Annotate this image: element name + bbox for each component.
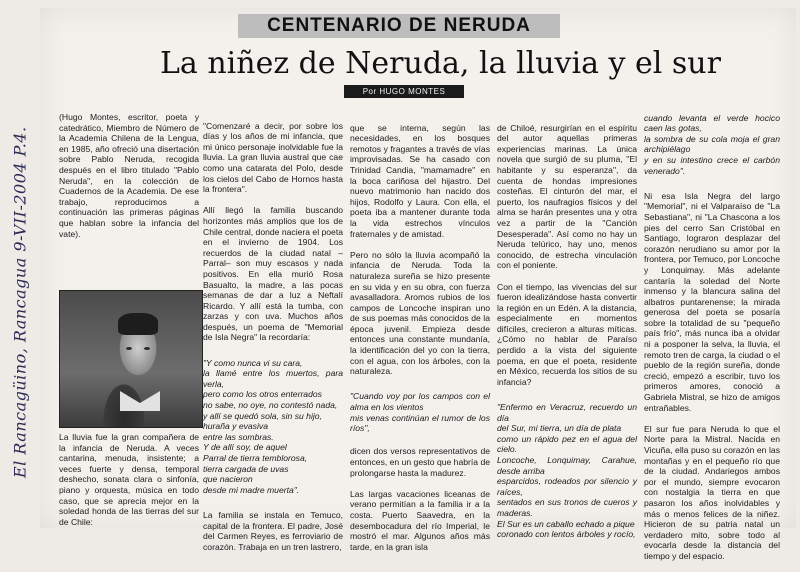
section-title: CENTENARIO DE NERUDA	[267, 15, 531, 36]
column-2-poem: "Y como nunca vi su cara, la llamé entre los muertos, para verla, pero como los otros enterrados no sabe, no oye, no contestó nada, y allí se quedó sola, sin su hijo, huraña y evasiva entre las sombras. Y de allí soy, de aquel Parral de tierra temblorosa, tierra cargada de uvas que nacieron desde mi madre muerta".	[203, 357, 343, 495]
section-banner	[238, 14, 560, 38]
column-4-poem: "Enfermo en Veracruz, recuerdo un día del Sur, mi tierra, un día de plata como un rápido pez en el agua del cielo. Loncoche, Lonquimay, Carahue, desde arriba esparcidos, rodeados por silencio y raíces, sentados en sus tronos de cueros y maderas. El Sur es un caballo echado a pique coronado con lentos árboles y rocío,	[497, 402, 637, 540]
column-2-body-b: La familia se instala en Temuco, capital de la frontera. El padre, José del Carmen Reyes, es ferroviario de corazón. Trabaja en un tren lastrero,	[203, 509, 343, 552]
column-5-poem: cuando levanta el verde hocico caen las gotas, la sombra de su cola moja el gran archipiélago y en su intestino crece el carbón venerado".	[644, 112, 780, 176]
column-1-body: La lluvia fue la gran compañera de la infancia de Neruda. A veces cantarina, menuda, insistente; a veces fuerte y densa, temporal deshecho, sonata clara o sinfonía, piano y orquesta, música en todo caso, que se aprecia mejor en la soledad honda de las tierras del sur de Chile:	[59, 432, 199, 527]
column-2-body-a: "Comenzaré a decir, por sobre los días y los años de mi infancia, que mi único personaje inolvidable fue la lluvia. La gran lluvia austral que cae como una catarata del Polo, desde los cielos del Cabo de Hornos hasta la frontera". Allí llegó la familia buscando horizontes más amplios que los de Chile central, donde naciera el poeta en el invierno de 1904. Los recuerdos de la ciudad natal –Parral– son muy escasos y nada positivos. En ella murió Rosa Basualto, la madre, a las pocas semanas de dar a luz a Neftalí Ricardo. Y allí está la tumba, con zarzas y con uva. Muchos años después, un poema de "Memorial de Isla Negra" la recordaría:	[203, 120, 343, 343]
column-3-poem: "Cuando voy por los campos con el alma en los vientos mis venas continúan el rumor de los ríos",	[350, 391, 490, 434]
handwritten-margin-note: El Rancagüino, Rancagua 9-VII-2004 P.4.	[10, 126, 30, 478]
photo-collar	[120, 391, 160, 411]
column-3-body-a: que se interna, según las necesidades, en los bosques remotos y fragantes a través de vías improvisadas. Se ha casado con Trinidad Candia, "mamamadre" en la boca cariñosa del hijastro. Del nuevo matrimonio han nacido dos hijos, Rodolfo y Laura. Con ella, el poeta iba a mantener durante toda la vida estrechos vínculos fraternales y de amistad. Pero no sólo la lluvia acompañó la infancia de Neruda. Toda la naturaleza sureña se hizo presente en su vida y en su obra, con fuerza avasalladora. Aromos rubios de los campos de Loncoche inspiran uno de sus poemas más conocidos de la época juvenil. Empieza desde entonces una constante mundanía, la identificación del yo con la tierra, con el agua, con los árboles, con la naturaleza.	[350, 122, 490, 377]
column-3-body-b: dicen dos versos representativos de entonces, en un gesto que habría de prolongarse hasta la madurez. Las largas vacaciones liceanas de verano permitían a la familia ir a la costa. Puerto Saavedra, en la desembocadura del río Imperial, le mostró el mar. Algunos años más tarde, en la gran isla	[350, 446, 490, 552]
column-5	[644, 102, 780, 572]
column-3	[350, 112, 490, 563]
column-5-body: Ni esa Isla Negra del largo "Memorial", ni el Valparaíso de "La Sebastiana", ni "La Chascona a los pies del cerro San Cristóbal en Santiago, lograron desplazar del corazón nerudiano su amor por la frontera, por Temuco, por Loncoche y Lonquimay. Más adelante cantaría la soledad del Norte inmenso y la blancura salina del albatros puntarenense; la mirada generosa del poeta se posaría sobre la totalidad de su "pequeño país frío", más nunca iba a olvidar ni a posponer la selva, la lluvia, el remoto tren de carga, la ciudad o el pueblo de la región sureña, donde creció, empezó a escribir, tuvo los primeros amores, conoció a Gabriela Mistral, se hizo de amigos entrañables. El sur fue para Neruda lo que el Norte para la Mistral. Nacida en Vicuña, ella puso su corazón en las montañas y en el pequeño río que de la ciudad. Andariegos ambos por el mundo, siempre evocaron con nostalgia la tierra en que pasaron los años inolvidables y más o menos felices de la niñez. Hicieron de su patria natal un verdadero mito, sobre todo al evocarla desde la distancia del tiempo y del espacio.	[644, 190, 780, 561]
column-4	[497, 112, 637, 550]
photo-eye-left	[126, 347, 132, 350]
neruda-child-photo	[59, 290, 203, 428]
article-headline: La niñez de Neruda, la lluvia y el sur	[160, 46, 721, 81]
column-2	[203, 110, 343, 563]
intro-paragraph: (Hugo Montes, escritor, poeta y catedrático, Miembro de Número de la Academia Chilena de la Lengua, en 1985, año ofreció una disertación sobre Pablo Neruda, recogida después en el libro titulado "Pablo Neruda", en la colección de Cuadernos de la Academia. De ese trabajo, reproducimos a continuación las primeras páginas que hablan sobre la infancia del vate).	[59, 112, 199, 239]
column-4-body-a: de Chiloé, resurgirían en el espíritu del autor aquellas primeras experiencias marinas. La única novela que surgió de su pluma, "El habitante y su esperanza", da cuenta de hondas impresiones costeñas. El cinturón del mar, el puerto, los naufragios físicos y del alma se harán presentes una y otra vez a partir de la "Canción Desesperada". Así como no hay un Neruda telúrico, hay uno, menos conocido, de estrecha vinculación con el poniente. Con el tiempo, las vivencias del sur fueron idealizándose hasta convertir la región en un Edén. A la distancia, especialmente en momentos difíciles, crecieron a alturas míticas. ¿Cómo no hablar de Paraíso perdido a la vista del siguiente poema, en que el poeta, residente en México, recuerda los sitios de su infancia?	[497, 122, 637, 387]
photo-hair	[118, 313, 158, 335]
photo-eye-right	[144, 347, 150, 350]
article-byline: Por HUGO MONTES	[344, 85, 464, 98]
